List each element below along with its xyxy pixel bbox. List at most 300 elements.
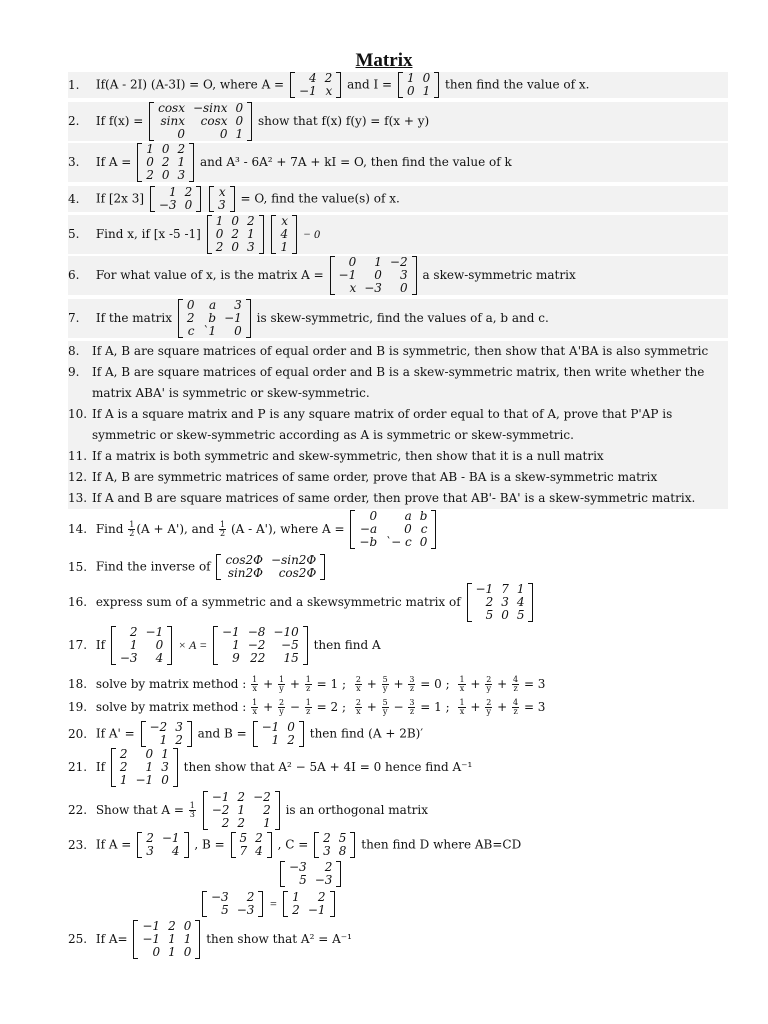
matrix-entry: 2 xyxy=(231,227,239,241)
question-21 xyxy=(68,748,728,787)
question-text: and I = xyxy=(347,77,393,92)
numerator: 4 xyxy=(513,698,519,707)
question-text: If xyxy=(95,760,106,774)
matrix-entry: 2 xyxy=(317,890,326,904)
numerator: 1 xyxy=(252,675,258,684)
matrix-entry: 2 xyxy=(255,831,263,845)
matrix-entry: 3 xyxy=(234,298,242,312)
question-text: express sum of a symmetric and a skewsymmetric matrix of xyxy=(95,595,461,609)
numerator: 2 xyxy=(486,698,492,707)
matrix-grid xyxy=(258,721,299,747)
matrix-entry: 4 xyxy=(155,651,164,665)
question-19 xyxy=(68,697,728,718)
fraction xyxy=(485,676,492,693)
operator: − xyxy=(389,700,408,714)
matrix-entry: 1 xyxy=(161,747,169,761)
operator: + xyxy=(362,677,381,691)
matrix-C xyxy=(314,832,355,858)
question-5 xyxy=(68,215,728,254)
fraction xyxy=(382,699,389,716)
question-text: If xyxy=(95,638,106,652)
matrix-entry: 0 xyxy=(235,114,244,128)
matrix-entry: −3 xyxy=(314,873,333,887)
matrix-entry: 0 xyxy=(146,155,154,169)
question-8 xyxy=(68,341,728,362)
matrix-grid xyxy=(146,721,187,747)
question-number: 10. xyxy=(68,407,88,421)
matrix-entry: 1 xyxy=(246,227,255,241)
matrix-entry: 3 xyxy=(161,760,169,774)
matrix-entry: −2 xyxy=(389,255,408,269)
question-text: (A - A'), where A = xyxy=(230,522,345,536)
matrix-entry: −sinx xyxy=(192,101,228,115)
question-body xyxy=(96,583,536,622)
question-body xyxy=(96,920,352,959)
numerator: 2 xyxy=(355,675,361,684)
fraction xyxy=(408,676,415,693)
matrix-M2 xyxy=(202,891,263,917)
question-number: 16. xyxy=(68,595,88,609)
question-6 xyxy=(68,256,728,295)
question-number: 19. xyxy=(68,700,88,714)
question-20 xyxy=(68,721,728,747)
numerator: 4 xyxy=(513,675,519,684)
numerator: 2 xyxy=(278,698,285,707)
matrix-entry: 2 xyxy=(263,803,271,817)
matrix-A xyxy=(330,256,417,295)
equation xyxy=(457,700,545,714)
fraction xyxy=(355,676,362,693)
matrix-entry: 2 xyxy=(175,733,183,747)
numerator: 1 xyxy=(305,698,311,707)
matrix-entry: 0 xyxy=(235,101,244,115)
equation-system xyxy=(250,700,549,714)
matrix-entry: 2 xyxy=(184,185,193,199)
matrix-entry: −b xyxy=(359,535,378,549)
numerator: 5 xyxy=(382,698,388,707)
question-number: 23. xyxy=(68,837,88,852)
question-body xyxy=(96,626,381,665)
denominator: y xyxy=(279,684,284,693)
numerator: 1 xyxy=(189,801,195,810)
numerator: 3 xyxy=(409,698,415,707)
question-13 xyxy=(68,488,728,509)
matrix-entry: 1 xyxy=(422,84,431,98)
question-12 xyxy=(68,467,728,488)
matrix-grid xyxy=(183,299,246,338)
matrix-grid xyxy=(208,791,275,830)
question-text: then find D where AB=CD xyxy=(361,837,522,852)
question-text: then show that A² − 5A + 4I = 0 hence find A⁻¹ xyxy=(183,760,473,774)
question-number: 14. xyxy=(68,522,88,536)
question-body xyxy=(96,143,512,182)
denominator: z xyxy=(513,684,518,693)
vector-V xyxy=(209,186,235,212)
question-text: then find A xyxy=(313,638,381,652)
denominator: y xyxy=(279,707,284,716)
question-text: Find xyxy=(95,522,124,536)
question-text: If a matrix is both symmetric and skew-symmetric, then show that it is a null matrix xyxy=(92,449,604,463)
question-number: 21. xyxy=(68,760,88,774)
question-11 xyxy=(68,446,728,467)
matrix-entry: `− c xyxy=(385,535,412,549)
question-text: If A = xyxy=(95,837,132,852)
equation-system xyxy=(250,677,549,691)
denominator: z xyxy=(409,707,415,716)
matrix-entry: 2 xyxy=(186,311,195,325)
fraction-half xyxy=(128,521,135,538)
matrix-R xyxy=(213,626,308,665)
matrix-entry: −3 xyxy=(158,198,177,212)
matrix-entry: 0 xyxy=(161,773,169,787)
matrix-entry: 0 xyxy=(177,127,185,141)
matrix-entry: 2 xyxy=(168,919,176,933)
matrix-M xyxy=(216,554,325,580)
matrix-A xyxy=(141,721,192,747)
numerator: 2 xyxy=(355,698,361,707)
question-text: then find the value of x. xyxy=(445,77,590,92)
question-body xyxy=(96,832,521,858)
matrix-entry: b xyxy=(208,311,217,325)
question-body xyxy=(96,186,400,212)
matrix-entry: 1 xyxy=(280,240,289,254)
matrix-entry: −2 xyxy=(247,638,266,652)
matrix-entry: 0 xyxy=(231,214,239,228)
denominator: x xyxy=(459,684,465,693)
matrix-entry: cosx xyxy=(158,101,185,115)
matrix-entry: −a xyxy=(359,522,378,536)
question-23 xyxy=(68,832,728,858)
question-text: If f(x) = xyxy=(95,114,144,128)
matrix-M xyxy=(178,299,251,338)
matrix-entry: 0 xyxy=(406,84,415,98)
question-2 xyxy=(68,102,728,141)
question-text: and A³ - 6A² + 7A + kI = O, then find the value of k xyxy=(199,155,512,169)
question-number: 12. xyxy=(68,470,88,484)
vector-V xyxy=(271,215,297,254)
question-body xyxy=(96,102,429,141)
equation-rhs: = 1 ; xyxy=(416,700,454,714)
matrix-M xyxy=(203,791,280,830)
matrix-entry: 0 xyxy=(234,324,242,338)
matrix-grid xyxy=(154,102,247,141)
matrix-f xyxy=(149,102,252,141)
question-text: , C = xyxy=(277,837,309,852)
operator: + xyxy=(286,677,304,691)
matrix-entry: 3 xyxy=(146,844,154,858)
matrix-entry: 1 xyxy=(516,582,525,596)
question-number: 5. xyxy=(68,227,80,241)
question-17 xyxy=(68,626,728,665)
matrix-grid xyxy=(288,891,329,917)
numerator: 3 xyxy=(409,675,415,684)
denominator: y xyxy=(486,684,492,693)
fraction xyxy=(305,676,312,693)
question-number: 18. xyxy=(68,677,88,691)
matrix-entry: 3 xyxy=(399,268,408,282)
question-text: then find (A + 2B)′ xyxy=(309,726,424,741)
matrix-grid xyxy=(116,626,167,665)
matrix-entry: 1 xyxy=(374,255,382,269)
fraction xyxy=(278,699,285,716)
denominator: 3 xyxy=(189,810,195,819)
matrix-grid xyxy=(472,583,529,622)
matrix-grid xyxy=(218,626,303,665)
matrix-entry: 3 xyxy=(175,720,183,734)
matrix-A xyxy=(137,832,188,858)
denominator: x xyxy=(459,707,465,716)
matrix-entry: 1 xyxy=(263,816,271,830)
question-text: If the matrix xyxy=(95,311,172,325)
matrix-entry: −3 xyxy=(289,860,307,874)
fraction xyxy=(382,676,389,693)
matrix-grid xyxy=(221,554,320,580)
matrix-entry: 1 xyxy=(168,185,177,199)
matrix-grid xyxy=(335,256,412,295)
matrix-entry: 0 xyxy=(419,535,428,549)
matrix-entry: 0 xyxy=(399,281,408,295)
matrix-entry: 2 xyxy=(292,903,300,917)
fraction xyxy=(458,676,465,693)
matrix-entry: 2 xyxy=(129,625,138,639)
equation xyxy=(354,677,454,691)
matrix-entry: −1 xyxy=(142,919,161,933)
question-16 xyxy=(68,583,728,622)
matrix-entry: sin2Φ xyxy=(227,566,264,580)
matrix-entry: 0 xyxy=(369,509,378,523)
question-number: 1. xyxy=(68,77,80,92)
matrix-M xyxy=(467,583,534,622)
matrix-entry: 0 xyxy=(231,240,239,254)
matrix-entry: 0 xyxy=(161,168,170,182)
question-number: 9. xyxy=(68,365,80,379)
matrix-entry: 7 xyxy=(501,582,509,596)
question-3 xyxy=(68,143,728,182)
numerator: 1 xyxy=(459,675,465,684)
question-number: 8. xyxy=(68,344,80,358)
question-number: 6. xyxy=(68,268,80,282)
matrix-entry: 4 xyxy=(280,227,289,241)
operator: + xyxy=(259,700,277,714)
denominator: z xyxy=(513,707,518,716)
fraction xyxy=(251,699,258,716)
matrix-entry: 2 xyxy=(237,816,246,830)
operator: + xyxy=(466,700,485,714)
matrix-entry: 2 xyxy=(324,860,333,874)
matrix-entry: 0 xyxy=(348,255,357,269)
denominator: z xyxy=(306,684,311,693)
denominator: x xyxy=(252,707,257,716)
equation-rhs: = 3 xyxy=(520,677,546,691)
question-body xyxy=(96,697,550,718)
question-body xyxy=(96,215,320,254)
question-body xyxy=(96,674,550,695)
matrix-entry: c xyxy=(420,522,428,536)
matrix-entry: 0 xyxy=(215,227,224,241)
question-text: If A= xyxy=(95,932,128,946)
matrix-entry: sinx xyxy=(160,114,185,128)
equals-sign: = xyxy=(269,896,278,911)
question-text: is skew-symmetric, find the values of a, b and c. xyxy=(256,311,549,325)
numerator: 5 xyxy=(382,675,388,684)
matrix-entry: 1 xyxy=(292,890,300,904)
matrix-entry: 2 xyxy=(221,816,230,830)
matrix-M3 xyxy=(283,891,334,917)
matrix-entry: 2 xyxy=(177,142,186,156)
matrix-I xyxy=(398,72,439,98)
fraction xyxy=(458,699,465,716)
matrix-entry: 5 xyxy=(221,903,229,917)
question-body xyxy=(96,721,423,747)
matrix-A xyxy=(350,510,436,549)
matrix-entry: 1 xyxy=(168,945,176,959)
question-number: 11. xyxy=(68,449,88,463)
question-number: 25. xyxy=(68,932,88,946)
matrix-entry: 0 xyxy=(501,608,509,622)
denominator: z xyxy=(409,684,415,693)
matrix-entry: cos2Φ xyxy=(278,566,317,580)
matrix-grid xyxy=(116,748,173,787)
numerator: 1 xyxy=(220,520,226,529)
matrix-entry: 2 xyxy=(323,831,331,845)
matrix-A xyxy=(133,920,200,959)
matrix-B xyxy=(253,721,304,747)
denominator: z xyxy=(306,707,311,716)
operator: + xyxy=(389,677,408,691)
matrix-entry: −1 xyxy=(307,903,326,917)
question-text: Show that A = xyxy=(95,803,184,817)
matrix-entry: −2 xyxy=(253,790,271,804)
matrix-entry: −1 xyxy=(475,582,494,596)
question-14 xyxy=(68,510,728,549)
question-text: If [2x 3] xyxy=(95,191,145,206)
numerator: 1 xyxy=(459,698,465,707)
numerator: 1 xyxy=(129,520,135,529)
numerator: 1 xyxy=(252,698,258,707)
matrix-entry: −sin2Φ xyxy=(271,553,317,567)
matrix-entry: 2 xyxy=(324,71,333,85)
question-text: is an orthogonal matrix xyxy=(285,803,428,817)
matrix-entry: −3 xyxy=(119,651,138,665)
question-25 xyxy=(68,920,728,959)
matrix-entry: 5 xyxy=(239,831,248,845)
fraction xyxy=(355,699,362,716)
matrix-entry: −1 xyxy=(211,790,230,804)
matrix-entry: 9 xyxy=(232,651,240,665)
numerator: 1 xyxy=(278,675,285,684)
question-body xyxy=(96,791,428,830)
question-text: , B = xyxy=(194,837,225,852)
matrix-entry: 7 xyxy=(239,844,248,858)
denominator: 2 xyxy=(129,529,135,538)
matrix-entry: 2 xyxy=(246,214,255,228)
matrix-entry: 2 xyxy=(246,890,255,904)
matrix-entry: 3 xyxy=(246,240,255,254)
fraction-half xyxy=(219,521,226,538)
matrix-entry: 5 xyxy=(516,608,525,622)
matrix-grid xyxy=(295,72,336,98)
matrix-entry: 0 xyxy=(161,142,170,156)
equation-rhs: = 3 xyxy=(520,700,546,714)
question-body xyxy=(96,72,590,98)
fraction xyxy=(278,676,285,693)
question-text: = O, find the value(s) of x. xyxy=(240,191,400,206)
equation-rhs: = 1 ; xyxy=(312,677,350,691)
matrix-grid xyxy=(142,143,189,182)
matrix-grid xyxy=(276,215,292,254)
question-15 xyxy=(68,554,728,580)
matrix-M1 xyxy=(280,861,341,887)
operator: + xyxy=(493,700,512,714)
matrix-entry: 1 xyxy=(177,155,186,169)
matrix-entry: 1 xyxy=(215,214,224,228)
matrix-entry: 15 xyxy=(283,651,299,665)
matrix-entry: 1 xyxy=(235,127,244,141)
question-text: Find x, if [x -5 -1] xyxy=(95,227,201,241)
matrix-grid xyxy=(138,920,195,959)
matrix-entry: −1 xyxy=(298,84,317,98)
fraction xyxy=(485,699,492,716)
matrix-grid xyxy=(212,215,259,254)
matrix-entry: 5 xyxy=(338,831,347,845)
question-4 xyxy=(68,186,728,212)
fraction xyxy=(512,699,519,716)
matrix-entry: 4 xyxy=(255,844,263,858)
question-18 xyxy=(68,674,728,695)
matrix-entry: 4 xyxy=(309,71,317,85)
question-text: and B = xyxy=(197,726,247,741)
matrix-entry: x xyxy=(218,185,226,199)
equation-rhs: = 2 ; xyxy=(312,700,350,714)
matrix-entry: 0 xyxy=(183,919,192,933)
matrix-entry: 0 xyxy=(155,638,164,652)
matrix-entry: 0 xyxy=(184,198,193,212)
matrix-grid xyxy=(319,832,350,858)
matrix-entry: 0 xyxy=(287,720,295,734)
matrix-entry: 0 xyxy=(152,945,161,959)
matrix-entry: 5 xyxy=(299,873,307,887)
matrix-grid xyxy=(236,832,267,858)
fraction xyxy=(251,676,258,693)
question-text: (A + A'), and xyxy=(136,522,215,536)
matrix-entry: 3 xyxy=(501,595,509,609)
matrix-A xyxy=(290,72,341,98)
equation xyxy=(250,700,350,714)
fraction xyxy=(512,676,519,693)
matrix-entry: 2 xyxy=(146,168,154,182)
matrix-entry: 0 xyxy=(374,268,382,282)
question-text: × A = xyxy=(178,638,208,652)
matrix-entry: 3 xyxy=(218,198,226,212)
operator: + xyxy=(466,677,485,691)
question-9 xyxy=(68,362,728,404)
matrix-entry: b xyxy=(419,509,428,523)
matrix-entry: 8 xyxy=(338,844,347,858)
matrix-entry: −5 xyxy=(281,638,299,652)
operator: + xyxy=(259,677,277,691)
numerator: 2 xyxy=(486,675,492,684)
matrix-entry: −1 xyxy=(224,311,242,325)
question-text: If A, B are symmetric matrices of same order, prove that AB - BA is a skew-symmetric matrix xyxy=(92,470,658,484)
matrix-entry: 2 xyxy=(119,747,128,761)
matrix-entry: −8 xyxy=(247,625,266,639)
matrix-entry: −3 xyxy=(236,903,255,917)
matrix-entry: 1 xyxy=(406,71,415,85)
matrix-entry: 0 xyxy=(186,298,195,312)
matrix-entry: −1 xyxy=(142,932,161,946)
operator: − xyxy=(286,700,304,714)
matrix-entry: x xyxy=(325,84,333,98)
